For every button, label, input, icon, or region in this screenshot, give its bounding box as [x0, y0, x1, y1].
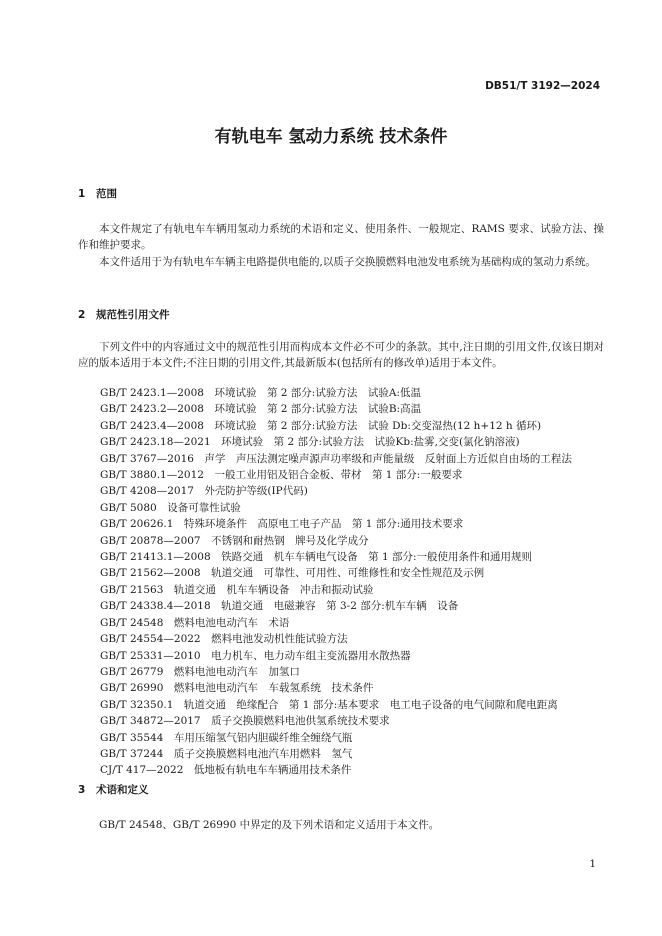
section-1-heading [78, 186, 117, 201]
page-number: 1 [589, 858, 596, 870]
reference-item: GB/T 21413.1—2008 铁路交通 机车车辆电气设备 第 1 部分:一般使用条件和通用规则 [100, 551, 533, 564]
section-title: 范围 [96, 188, 117, 200]
reference-item: GB/T 20878—2007 不锈钢和耐热钢 牌号及化学成分 [100, 534, 369, 547]
reference-list [78, 385, 604, 779]
reference-item: GB/T 21562—2008 轨道交通 可靠性、可用性、可维修性和安全性规范及示例 [100, 567, 485, 580]
reference-item: GB/T 4208—2017 外壳防护等级(IP代码) [100, 485, 308, 498]
paragraph: GB/T 24548、GB/T 26990 中界定的及下列术语和定义适用于本文件。 [99, 819, 440, 831]
reference-item: GB/T 2423.2—2008 环境试验 第 2 部分:试验方法 试验B:高温 [100, 403, 422, 416]
reference-item: GB/T 5080 设备可靠性试验 [100, 501, 241, 514]
section-number: 3 [78, 784, 86, 796]
reference-item: GB/T 37244 质子交换膜燃料电池汽车用燃料 氢气 [100, 747, 353, 760]
reference-item: GB/T 2423.4—2008 环境试验 第 2 部分:试验方法 试验 Db:交变湿热(12 h+12 h 循环) [100, 419, 542, 432]
reference-item: GB/T 3880.1—2012 一般工业用铝及铝合金板、带材 第 1 部分:一般要求 [100, 469, 463, 482]
reference-item: GB/T 25331—2010 电力机车、电力动车组主变流器用水散热器 [100, 649, 411, 662]
reference-item: GB/T 2423.1—2008 环境试验 第 2 部分:试验方法 试验A:低温 [100, 387, 421, 399]
section-2-heading [78, 307, 170, 322]
paragraph: 下列文件中的内容通过文中的规范性引用而构成本文件必不可少的条款。其中,注日期的引用文件,仅该日期对应的版本适用于本文件;不注日期的引用文件,其最新版本(包括所有的修改单)适用于本文件。 [78, 341, 604, 369]
section-title: 规范性引用文件 [96, 309, 170, 321]
reference-item: GB/T 32350.1 轨道交通 绝缘配合 第 1 部分:基本要求 电工电子设备的电气间隙和爬电距离 [100, 698, 558, 711]
reference-item: GB/T 2423.18—2021 环境试验 第 2 部分:试验方法 试验Kb:盐雾,交变(氯化钠溶液) [100, 436, 520, 449]
reference-item: GB/T 24554—2022 燃料电池发动机性能试验方法 [100, 633, 348, 646]
reference-item: GB/T 20626.1 特殊环境条件 高原电工电子产品 第 1 部分:通用技术要求 [100, 518, 464, 531]
reference-item: GB/T 24338.4—2018 轨道交通 电磁兼容 第 3-2 部分:机车车辆 设备 [100, 600, 459, 613]
section-number: 2 [78, 309, 86, 321]
reference-item: CJ/T 417—2022 低地板有轨电车车辆通用技术条件 [100, 764, 352, 777]
reference-item: GB/T 3767—2016 声学 声压法测定噪声源声功率级和声能量级 反射面上方近似自由场的工程法 [100, 452, 572, 465]
reference-item: GB/T 21563 轨道交通 机车车辆设备 冲击和振动试验 [100, 583, 374, 596]
document-code: DB51/T 3192—2024 [485, 80, 600, 92]
reference-item: GB/T 26990 燃料电池电动汽车 车载氢系统 技术条件 [100, 682, 374, 695]
paragraph: 本文件适用于为有轨电车车辆主电路提供电能的,以质子交换膜燃料电池发电系统为基础构成的氢动力系统。 [99, 256, 596, 268]
section-number: 1 [78, 188, 86, 200]
section-title: 术语和定义 [96, 784, 149, 796]
section-3-heading [78, 782, 149, 797]
paragraph: 本文件规定了有轨电车车辆用氢动力系统的术语和定义、使用条件、一般规定、RAMS 要求、试验方法、操作和维护要求。 [78, 223, 604, 251]
reference-item: GB/T 26779 燃料电池电动汽车 加氢口 [100, 665, 300, 678]
reference-item: GB/T 34872—2017 质子交换膜燃料电池供氢系统技术要求 [100, 715, 390, 728]
reference-item: GB/T 35544 车用压缩氢气铝内胆碳纤维全缠绕气瓶 [100, 731, 353, 744]
reference-item: GB/T 24548 燃料电池电动汽车 术语 [100, 616, 290, 629]
page-title: 有轨电车 氢动力系统 技术条件 [214, 127, 448, 147]
